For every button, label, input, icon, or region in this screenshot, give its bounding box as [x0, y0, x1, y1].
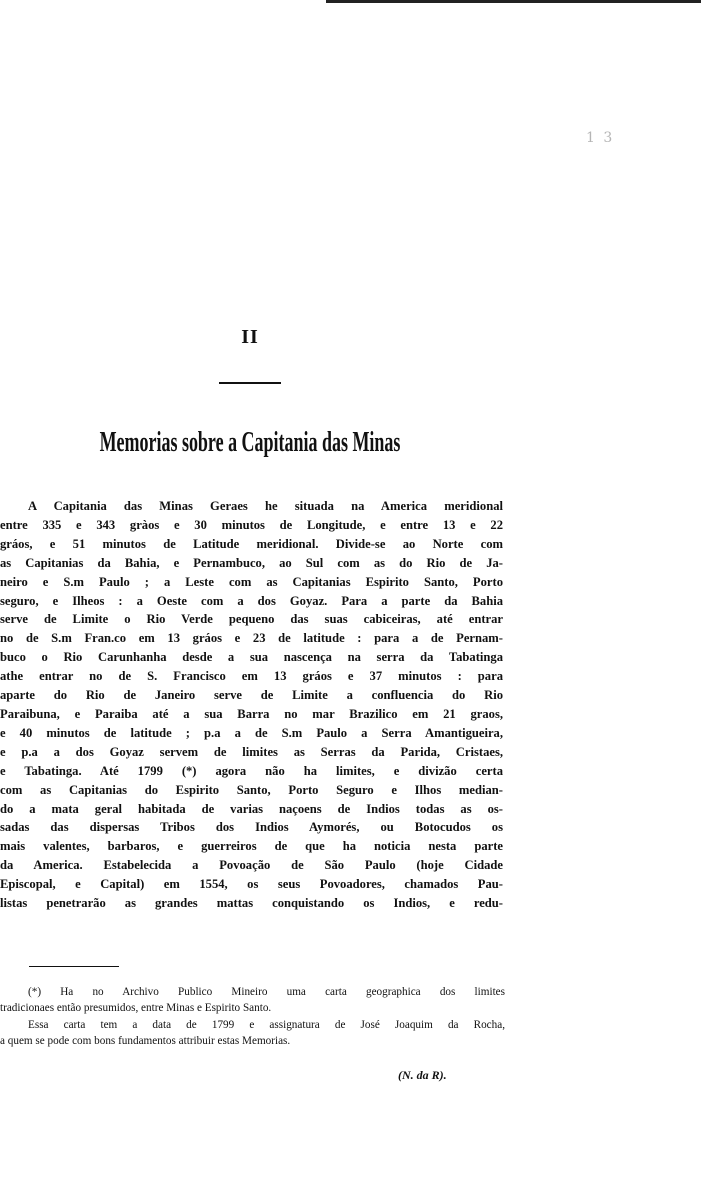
footnote-divider: [29, 966, 119, 967]
page-title: Memorias sobre a Capitania das Minas: [99, 426, 401, 458]
text-line: as Capitanias da Bahia, e Pernambuco, ao Sul com as do Rio de Ja-: [0, 555, 503, 570]
footnote: [0, 984, 505, 1049]
footnote-signature: (N. da R).: [398, 1068, 447, 1082]
text-line: buco o Rio Carunhanha desde a sua nascença na serra da Tabatinga: [0, 650, 503, 665]
text-line: e p.a a dos Goyaz servem de limites as Serras da Parida, Cristaes,: [0, 744, 503, 759]
text-line: da America. Estabelecida a Povoação de São Paulo (hoje Cidade: [0, 858, 503, 873]
text-line: mais valentes, barbaros, e guerreiros de que ha noticia nesta parte: [0, 839, 503, 854]
footnote-line: a quem se pode com bons fundamentos attribuir estas Memorias.: [0, 1034, 291, 1047]
text-line: gráos, e 51 minutos de Latitude meridional. Divide-se ao Norte com: [0, 536, 503, 551]
text-line: e Tabatinga. Até 1799 (*) agora não ha limites, e divizão certa: [0, 763, 503, 778]
text-line: listas penetrarão as grandes mattas conquistando os Indios, e redu-: [0, 896, 503, 911]
text-line: seguro, e Ilheos : a Oeste com a dos Goyaz. Para a parte da Bahia: [0, 593, 503, 608]
text-line: Episcopal, e Capital) em 1554, os seus Povoadores, chamados Pau-: [0, 877, 503, 892]
text-line: com as Capitanias do Espirito Santo, Porto Seguro e Ilhos median-: [0, 782, 503, 797]
text-line: athe entrar no de S. Francisco em 13 gráos e 37 minutos : para: [0, 669, 503, 684]
chapter-number: II: [241, 326, 259, 348]
text-line: A Capitania das Minas Geraes he situada na America meridional: [28, 499, 503, 513]
text-line: no de S.m Fran.co em 13 gráos e 23 de latitude : para a de Pernam-: [0, 631, 503, 646]
body-paragraph: [0, 497, 503, 913]
text-line: Paraibuna, e Paraiba até a sua Barra no mar Brazilico em 21 graos,: [0, 706, 503, 721]
text-line: serve de Limite o Rio Verde pequeno das suas cabiceiras, até entrar: [0, 612, 503, 627]
footnote-line: (*) Ha no Archivo Publico Mineiro uma carta geographica dos limites: [28, 986, 505, 998]
page-number: 1 3: [586, 130, 615, 146]
text-line: entre 335 e 343 gràos e 30 minutos de Longitude, e entre 13 e 22: [0, 517, 503, 532]
chapter-divider: [219, 382, 281, 384]
footnote-line: tradicionaes então presumidos, entre Minas e Espirito Santo.: [0, 1002, 272, 1015]
top-rule: [326, 0, 701, 3]
text-line: neiro e S.m Paulo ; a Leste com as Capitanias Espirito Santo, Porto: [0, 574, 503, 589]
text-line: sadas das dispersas Tribos dos Indios Aymorés, ou Botocudos os: [0, 820, 503, 835]
text-line: e 40 minutos de latitude ; p.a a de S.m Paulo a Serra Amantigueira,: [0, 725, 503, 740]
text-line: do a mata geral habitada de varias naçoens de Indios todas as os-: [0, 801, 503, 816]
footnote-line: Essa carta tem a data de 1799 e assignatura de José Joaquim da Rocha,: [28, 1018, 505, 1031]
text-line: aparte do Rio de Janeiro serve de Limite a confluencia do Rio: [0, 688, 503, 703]
